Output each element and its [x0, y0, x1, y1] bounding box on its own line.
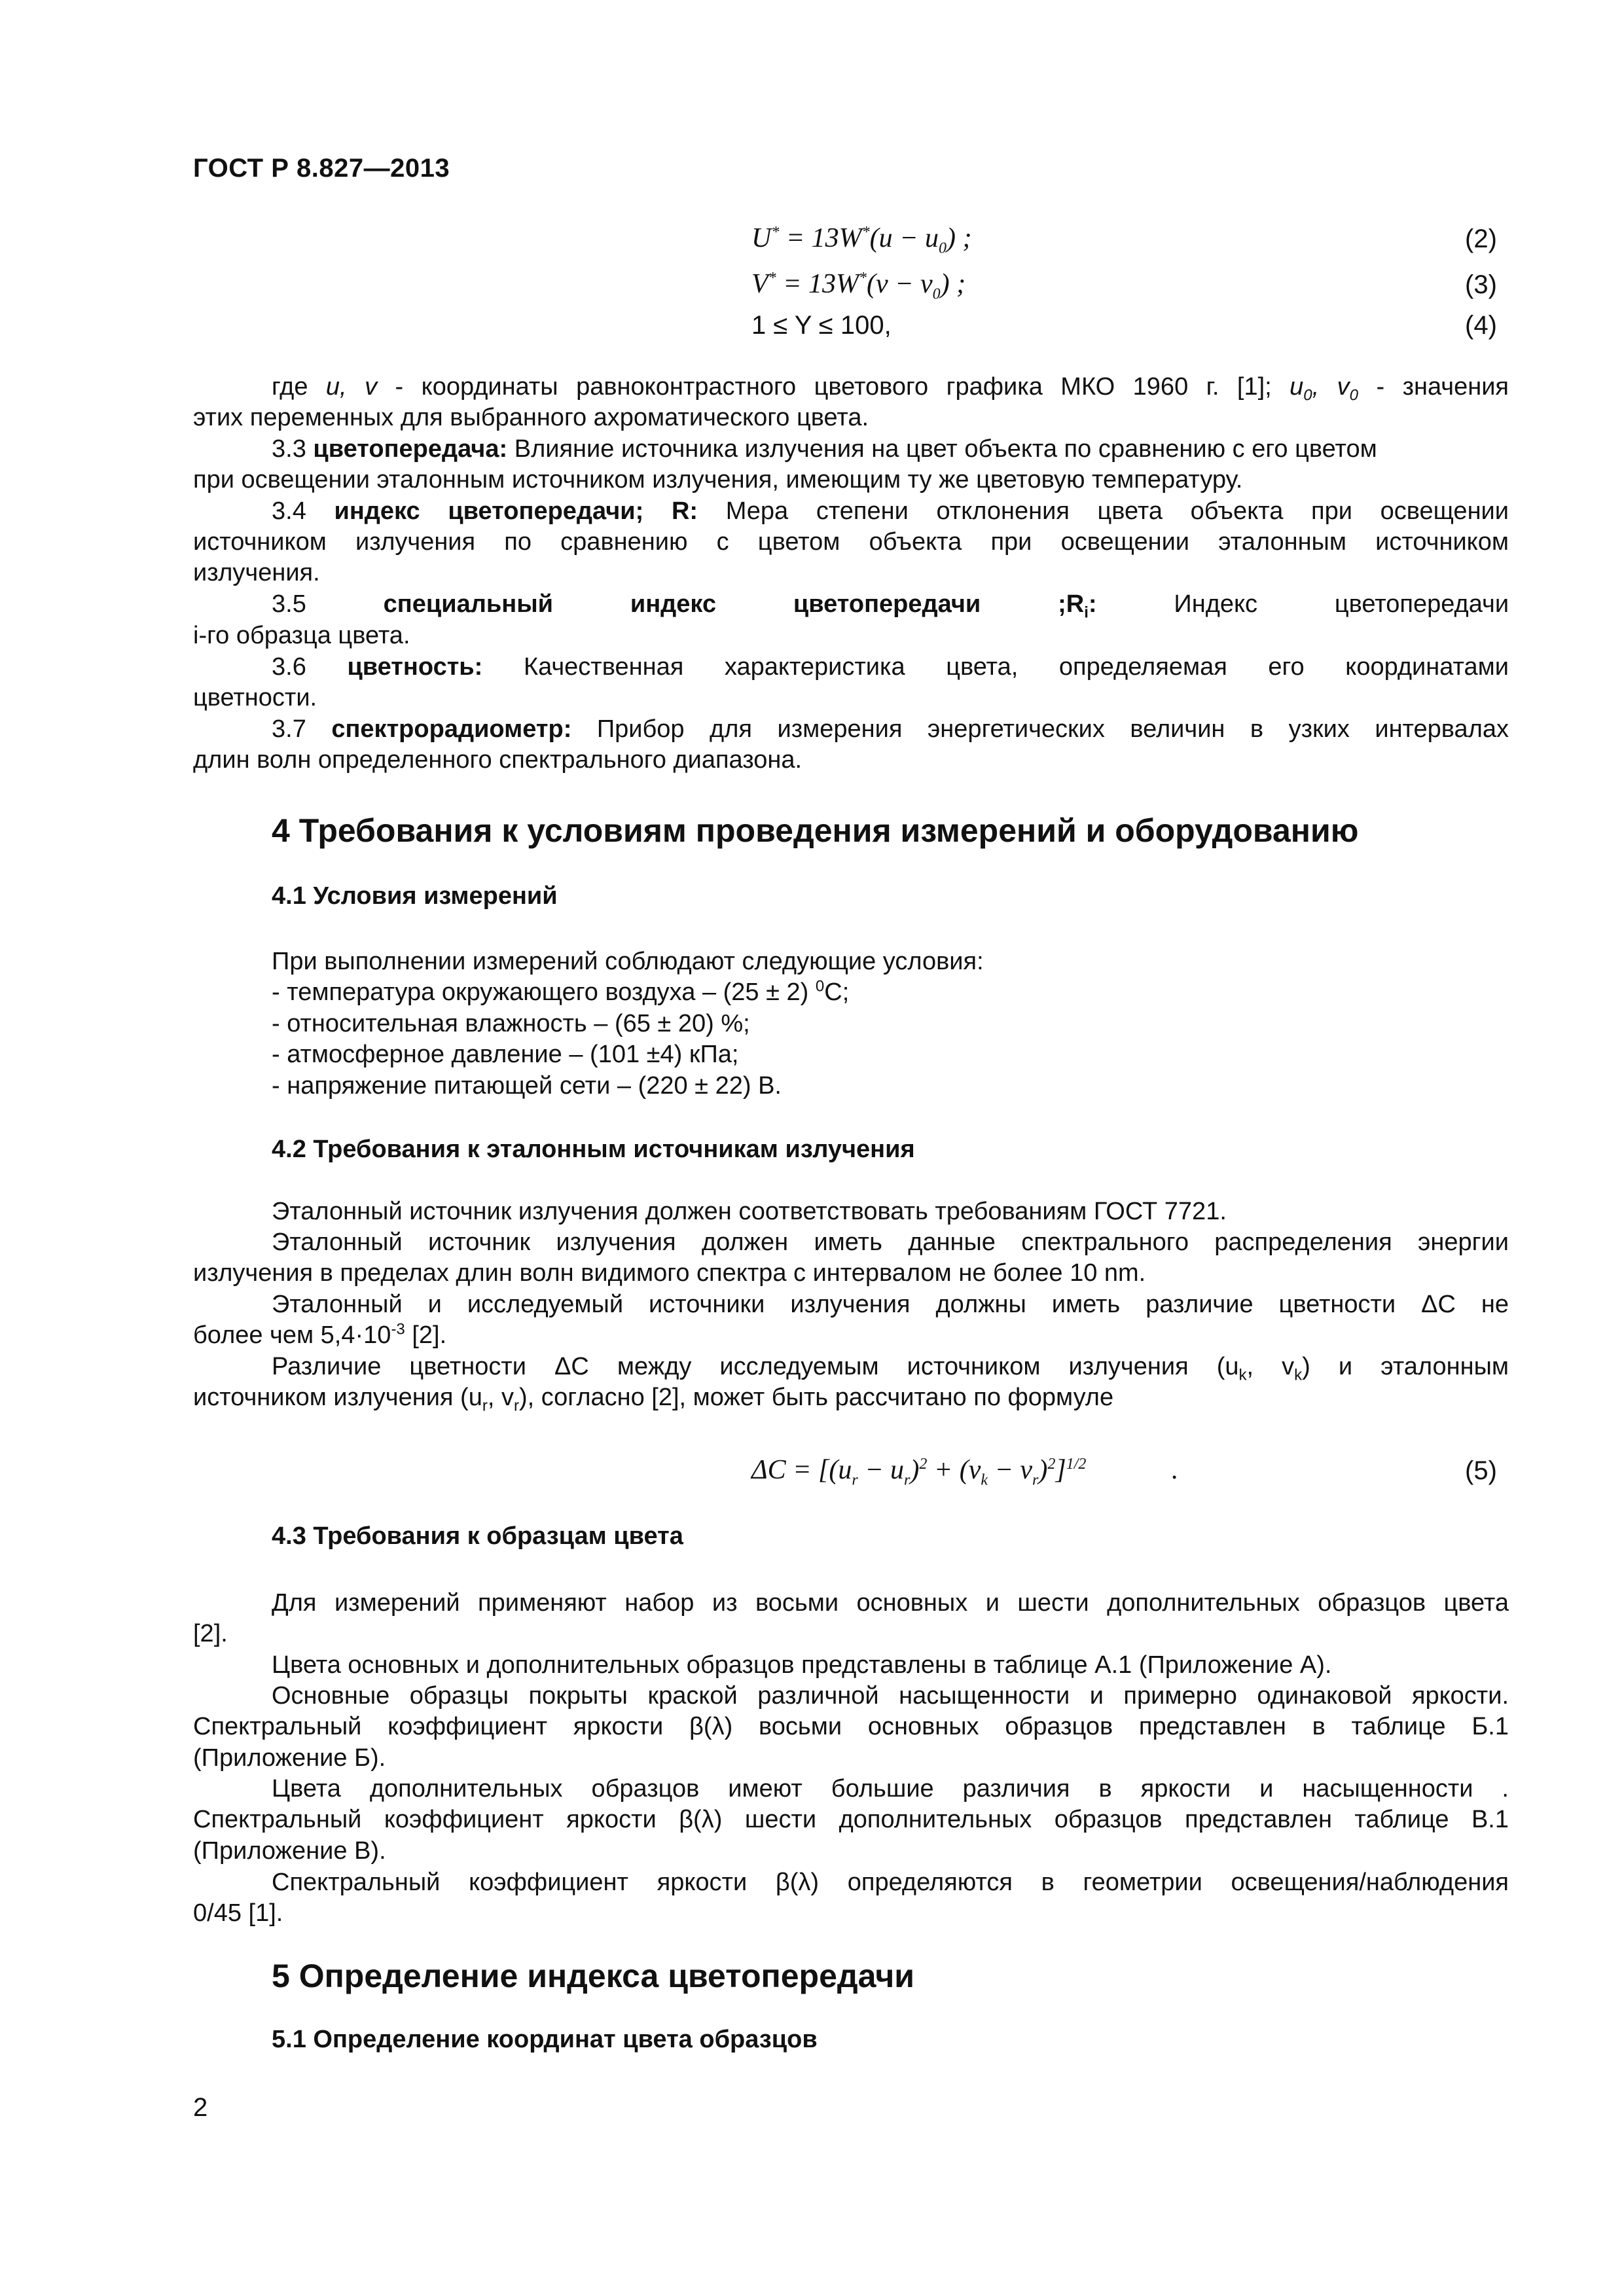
section-4-2-title: 4.2 Требования к эталонным источникам излучения [272, 1136, 915, 1163]
s41-item-temperature: - температура окружающего воздуха – (25 ± 2) $^0$С; [272, 977, 850, 1006]
formula-3-number: (3) [1465, 270, 1497, 299]
s43-p3-line2: Спектральный коэффициент яркости β(λ) восьми основных образцов представлен в таблице Б.1 [193, 1713, 1509, 1740]
s42-p3-line1: Эталонный и исследуемый источники излучения должны иметь различие цветности ΔC не [272, 1291, 1509, 1318]
s43-p4-line2: Спектральный коэффициент яркости β(λ) шести дополнительных образцов представлен таблице В.1 [193, 1806, 1509, 1833]
s41-item-humidity: - относительная влажность – (65 ± 20) %; [272, 1010, 750, 1037]
s42-p1: Эталонный источник излучения должен соответствовать требованиям ГОСТ 7721. [272, 1198, 1227, 1225]
section-4-3-title: 4.3 Требования к образцам цвета [272, 1522, 683, 1550]
s43-p4-line1: Цвета дополнительных образцов имеют большие различия в яркости и насыщенности . [272, 1775, 1509, 1803]
document-header: ГОСТ Р 8.827—2013 [193, 154, 450, 183]
s43-p1-line1: Для измерений применяют набор из восьми основных и шести дополнительных образцов цвета [272, 1589, 1509, 1617]
s43-p3-line3: (Приложение Б). [193, 1744, 386, 1772]
term-3-5: 3.5 специальный индекс цветопередачи $;R_i$: Индекс цветопередачи [272, 590, 1509, 622]
s43-p2: Цвета основных и дополнительных образцов представлены в таблице А.1 (Приложение А). [272, 1651, 1332, 1679]
term-3-6: 3.6 цветность: Качественная характеристика цвета, определяемая его координатами [272, 653, 1509, 681]
term-3-3-line2: при освещении эталонным источником излучения, имеющим ту же цветовую температуру. [193, 466, 1243, 493]
term-3-4-line2: источником излучения по сравнению с цветом объекта при освещении эталонным источником [193, 528, 1509, 556]
s42-p4-line1: Различие цветности ΔC между исследуемым источником излучения ($u_k$, $v_k$) и эталонным [272, 1353, 1509, 1384]
formula-3: $V^* = 13W^*(v - v_0)$ ; [751, 269, 966, 303]
s42-p2-line2: излучения в пределах длин волн видимого спектра с интервалом не более 10 nm. [193, 1259, 1146, 1287]
term-3-3: 3.3 цветопередача: Влияние источника излучения на цвет объекта по сравнению с его цветом [272, 435, 1377, 463]
term-3-7: 3.7 спектрорадиометр: Прибор для измерения энергетических величин в узких интервалах [272, 715, 1509, 743]
s42-p4-line2: источником излучения ($u_r$, $v_r$), согласно [2], может быть рассчитано по формуле [193, 1384, 1114, 1415]
section-4-1-title: 4.1 Условия измерений [272, 882, 558, 910]
s43-p4-line3: (Приложение В). [193, 1837, 386, 1865]
term-3-5-line2: i-го образца цвета. [193, 622, 410, 649]
formula-5: $\Delta C = [(u_r - u_r)^2 + (v_k - v_r)^2]^{1/2}$ . [751, 1455, 1179, 1489]
term-3-4: 3.4 индекс цветопередачи; R: Мера степени отклонения цвета объекта при освещении [272, 497, 1509, 525]
section-5-1-title: 5.1 Определение координат цвета образцов [272, 2026, 818, 2053]
s43-p5-line2: 0/45 [1]. [193, 1899, 283, 1927]
page-number: 2 [193, 2093, 208, 2122]
term-3-6-line2: цветности. [193, 684, 317, 711]
s41-item-voltage: - напряжение питающей сети – (220 ± 22) В. [272, 1072, 782, 1100]
where-line-2: этих переменных для выбранного ахроматического цвета. [193, 404, 869, 431]
formula-2: $U^* = 13W^*(u - u_0)$ ; [751, 223, 972, 257]
formula-2-number: (2) [1465, 224, 1497, 253]
s43-p3-line1: Основные образцы покрыты краской различной насыщенности и примерно одинаковой яркости. [272, 1682, 1509, 1710]
s43-p1-line2: [2]. [193, 1620, 228, 1647]
formula-4: 1 ≤ Y ≤ 100, [751, 311, 892, 340]
term-3-7-line2: длин волн определенного спектрального диапазона. [193, 746, 803, 774]
where-line-1: где u, v - координаты равноконтрастного цветового графика МКО 1960 г. [1]; $u_0$, $v_0$ - значения [272, 373, 1509, 404]
s41-intro: При выполнении измерений соблюдают следующие условия: [272, 948, 984, 975]
section-5-title: 5 Определение индекса цветопередачи [272, 1958, 914, 1994]
formula-4-number: (4) [1465, 311, 1497, 340]
formula-5-number: (5) [1465, 1456, 1497, 1485]
s42-p3-line2: более чем $5,4\cdot 10^{-3}$ [2]. [193, 1320, 447, 1349]
s43-p5-line1: Спектральный коэффициент яркости β(λ) определяются в геометрии освещения/наблюдения [272, 1869, 1509, 1896]
s41-item-pressure: - атмосферное давление – (101 ±4) кПа; [272, 1041, 739, 1068]
section-4-title: 4 Требования к условиям проведения измерений и оборудованию [272, 812, 1359, 849]
term-3-4-line3: излучения. [193, 559, 320, 586]
s42-p2-line1: Эталонный источник излучения должен иметь данные спектрального распределения энергии [272, 1229, 1509, 1256]
